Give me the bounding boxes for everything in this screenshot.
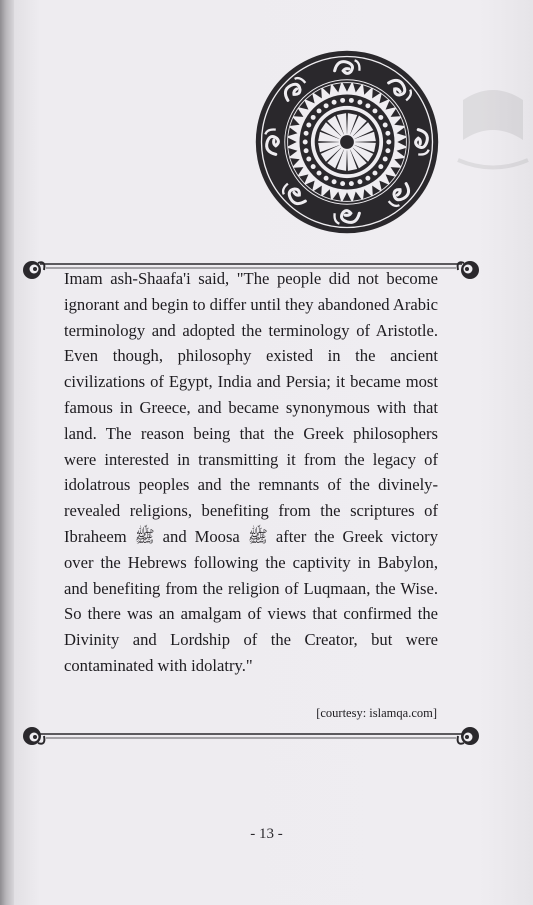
medallion-dot-icon bbox=[317, 108, 322, 113]
quote-text: Imam ash-Shaafa'i said, "The people did not become ignorant and begin to differ until they abandoned Arabic terminology and adopted the terminology of Aristotle. Even though, philosophy existed in the ancient civilizations of Egypt, India and Persia; it became most famous in Greece, and became synonymous with that land. The reason being that the Greek philosophers were interested in transmitting it from the legacy of idolatrous peoples and the remnants of the divinely-revealed religions, benefiting from the scriptures of Ibraheem ﷺ and Moosa ﷺ after the Greek victory over the Hebrews following the captivity in Babylon, and benefiting from the religion of Luqmaan, the Wise. So there was an amalgam of views that confirmed the Divinity and Lordship of the Creator, but were contaminated with idolatry." bbox=[64, 269, 439, 675]
medallion-dot-icon bbox=[385, 148, 390, 153]
medallion-hub bbox=[339, 134, 354, 149]
medallion-dot-icon bbox=[311, 164, 316, 169]
frame-bottom-left-flourish-icon bbox=[23, 727, 44, 745]
medallion-dot-icon bbox=[306, 123, 311, 128]
page-number: - 13 - bbox=[250, 826, 283, 842]
medallion-dot-icon bbox=[349, 98, 354, 103]
medallion-dot-icon bbox=[357, 179, 362, 184]
medallion-dot-icon bbox=[332, 179, 337, 184]
medallion-dot-icon bbox=[383, 157, 388, 162]
medallion-dot-icon bbox=[324, 103, 329, 108]
medallion-dot-icon bbox=[372, 171, 377, 176]
quote-source: [courtesy: islamqa.com] bbox=[316, 706, 437, 720]
medallion-dot-icon bbox=[386, 140, 391, 145]
medallion-dot-icon bbox=[357, 100, 362, 105]
medallion-dot-icon bbox=[372, 108, 377, 113]
quote-frame-bottom bbox=[10, 722, 492, 752]
medallion-dot-icon bbox=[317, 171, 322, 176]
medallion-dot-icon bbox=[383, 123, 388, 128]
medallion-dot-icon bbox=[304, 148, 309, 153]
bleed-through-decoration bbox=[453, 80, 533, 190]
medallion-dot-icon bbox=[311, 115, 316, 120]
circular-medallion-ornament bbox=[252, 47, 442, 237]
quote-block bbox=[64, 266, 438, 679]
medallion-dot-icon bbox=[303, 140, 308, 145]
medallion-dot-icon bbox=[378, 115, 383, 120]
medallion-dot-icon bbox=[340, 181, 345, 186]
medallion-dot-icon bbox=[349, 181, 354, 186]
medallion-dot-icon bbox=[306, 157, 311, 162]
medallion-dot-icon bbox=[365, 176, 370, 181]
medallion-dot-icon bbox=[378, 164, 383, 169]
medallion-dot-icon bbox=[304, 131, 309, 136]
medallion-dot-icon bbox=[385, 131, 390, 136]
medallion-dot-icon bbox=[332, 100, 337, 105]
frame-bottom-right-flourish-icon bbox=[458, 727, 479, 745]
book-spine-shadow bbox=[0, 0, 14, 905]
medallion-dot-icon bbox=[365, 103, 370, 108]
medallion-dot-icon bbox=[340, 98, 345, 103]
medallion-dot-icon bbox=[324, 176, 329, 181]
